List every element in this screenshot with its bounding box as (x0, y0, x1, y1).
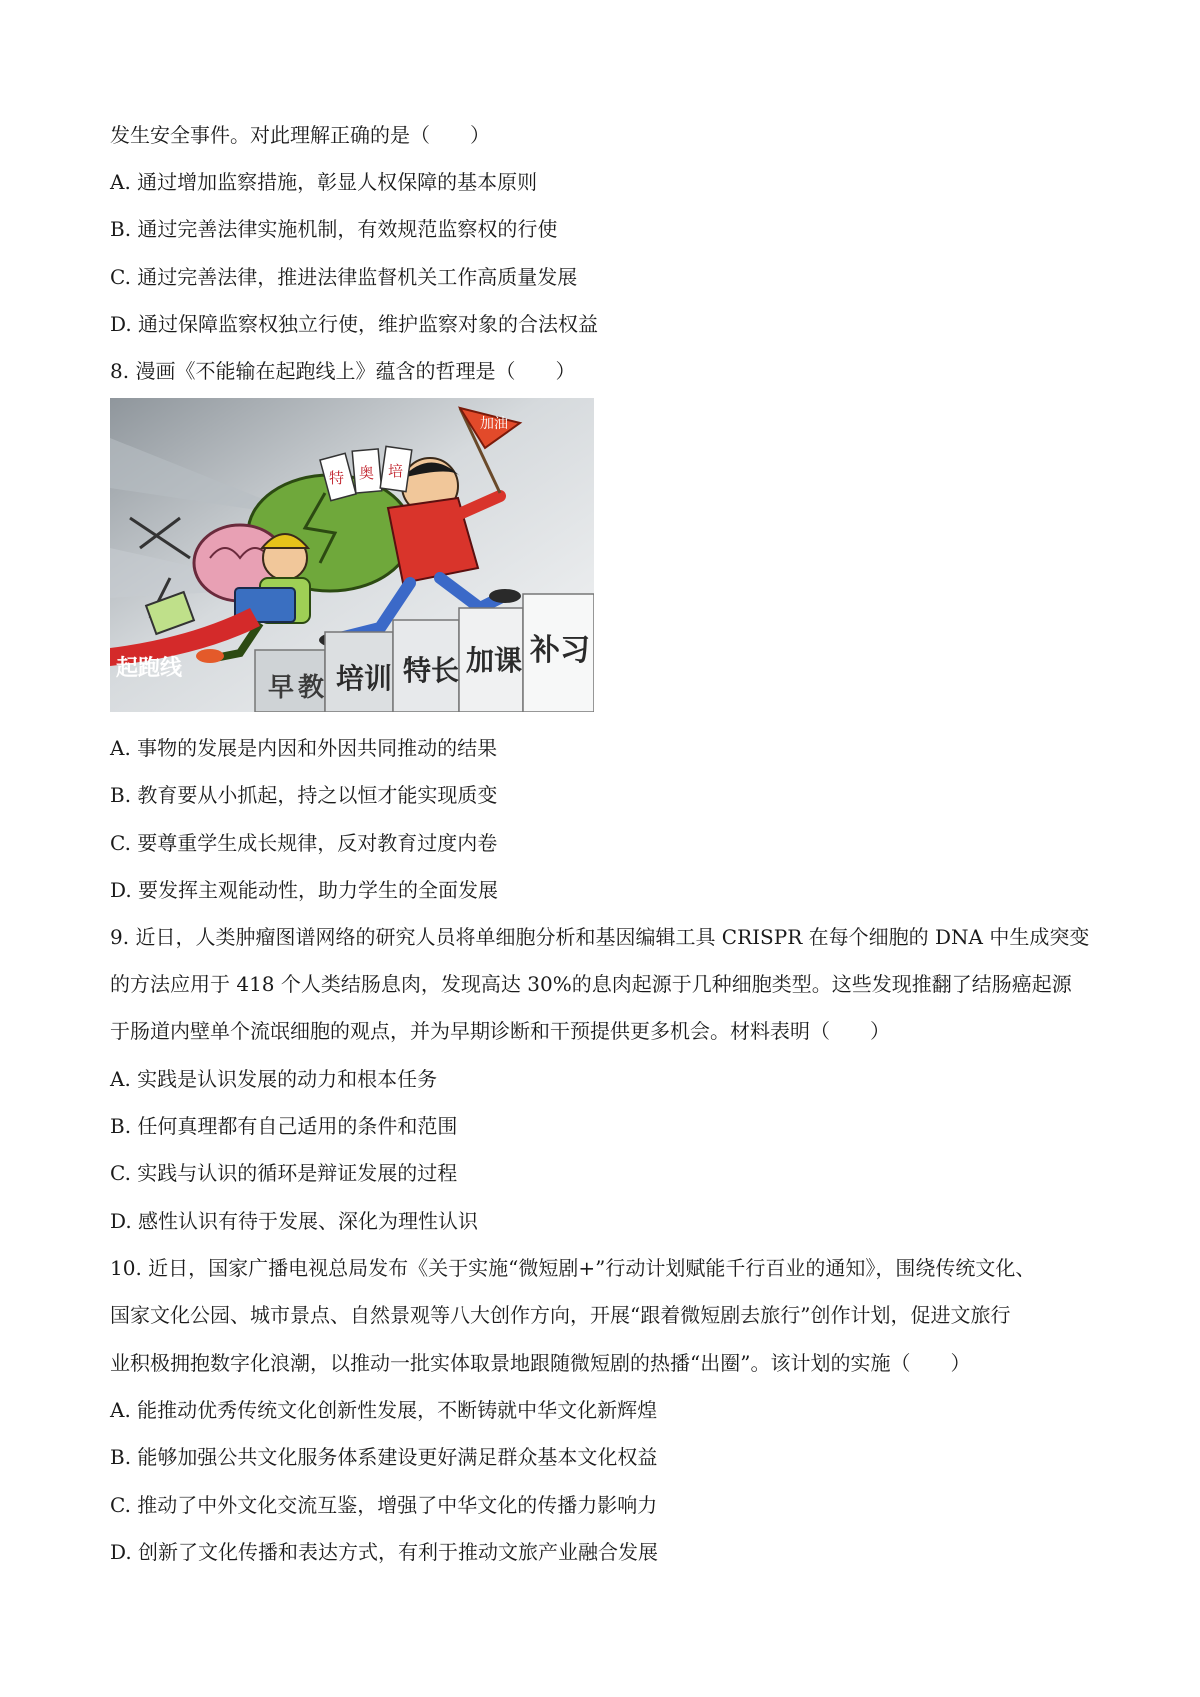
q8-option-d: D. 要发挥主观能动性，助力学生的全面发展 (110, 878, 499, 902)
q8-stem: 8. 漫画《不能输在起跑线上》蕴含的哲理是（ ） (110, 359, 576, 383)
sign-label-2: 奥 (359, 464, 375, 482)
q7-option-c: C. 通过完善法律，推进法律监督机关工作高质量发展 (110, 265, 578, 289)
q10-stem-line-3: 业积极拥抱数字化浪潮，以推动一批实体取景地跟随微短剧的热播“出圈”。该计划的实施（ ） (110, 1351, 971, 1375)
q8-cartoon-image (110, 398, 594, 712)
q9-stem-line-1: 9. 近日，人类肿瘤图谱网络的研究人员将单细胞分析和基因编辑工具 CRISPR 在每个细胞的 DNA 中生成突变 (110, 925, 1090, 949)
step-label-4: 加课 (466, 644, 522, 677)
q9-option-c: C. 实践与认识的循环是辩证发展的过程 (110, 1161, 458, 1185)
q9-stem-line-3: 于肠道内壁单个流氓细胞的观点，并为早期诊断和干预提供更多机会。材料表明（ ） (110, 1019, 890, 1043)
q10-option-a: A. 能推动优秀传统文化创新性发展，不断铸就中华文化新辉煌 (110, 1398, 658, 1422)
q10-option-c: C. 推动了中外文化交流互鉴，增强了中华文化的传播力影响力 (110, 1493, 658, 1517)
q9-option-a: A. 实践是认识发展的动力和根本任务 (110, 1067, 438, 1091)
start-line-label: 起跑线 (116, 656, 183, 681)
q9-option-b: B. 任何真理都有自己适用的条件和范围 (110, 1114, 458, 1138)
q9-stem-line-2: 的方法应用于 418 个人类结肠息肉，发现高达 30%的息肉起源于几种细胞类型。这些发现推翻了结肠癌起源 (110, 972, 1072, 996)
q10-option-b: B. 能够加强公共文化服务体系建设更好满足群众基本文化权益 (110, 1445, 658, 1469)
q7-option-a: A. 通过增加监察措施，彰显人权保障的基本原则 (110, 170, 538, 194)
step-label-2: 培训 (336, 662, 392, 695)
flag-label: 加油 (480, 416, 508, 432)
sign-label-3: 培 (388, 462, 404, 480)
q10-option-d: D. 创新了文化传播和表达方式，有利于推动文旅产业融合发展 (110, 1540, 659, 1564)
q9-option-d: D. 感性认识有待于发展、深化为理性认识 (110, 1209, 479, 1233)
q10-stem-line-1: 10. 近日，国家广播电视总局发布《关于实施“微短剧+”行动计划赋能千行百业的通知》，围绕传统文化、 (110, 1256, 1036, 1280)
q8-option-c: C. 要尊重学生成长规律，反对教育过度内卷 (110, 831, 498, 855)
step-label-3: 特长 (403, 654, 459, 687)
q7-stem-end: 发生安全事件。对此理解正确的是（ ） (110, 123, 490, 147)
q8-option-b: B. 教育要从小抓起，持之以恒才能实现质变 (110, 783, 498, 807)
sign-label-1: 特 (329, 469, 345, 487)
q7-option-b: B. 通过完善法律实施机制，有效规范监察权的行使 (110, 217, 558, 241)
step-label-5: 补习 (530, 633, 590, 668)
q7-option-d: D. 通过保障监察权独立行使，维护监察对象的合法权益 (110, 312, 599, 336)
q8-option-a: A. 事物的发展是内因和外因共同推动的结果 (110, 736, 498, 760)
q10-stem-line-2: 国家文化公园、城市景点、自然景观等八大创作方向，开展“跟着微短剧去旅行”创作计划，促进文旅行 (110, 1303, 1011, 1327)
step-label-1: 早教 (268, 673, 324, 703)
cartoon-illustration (110, 398, 594, 712)
